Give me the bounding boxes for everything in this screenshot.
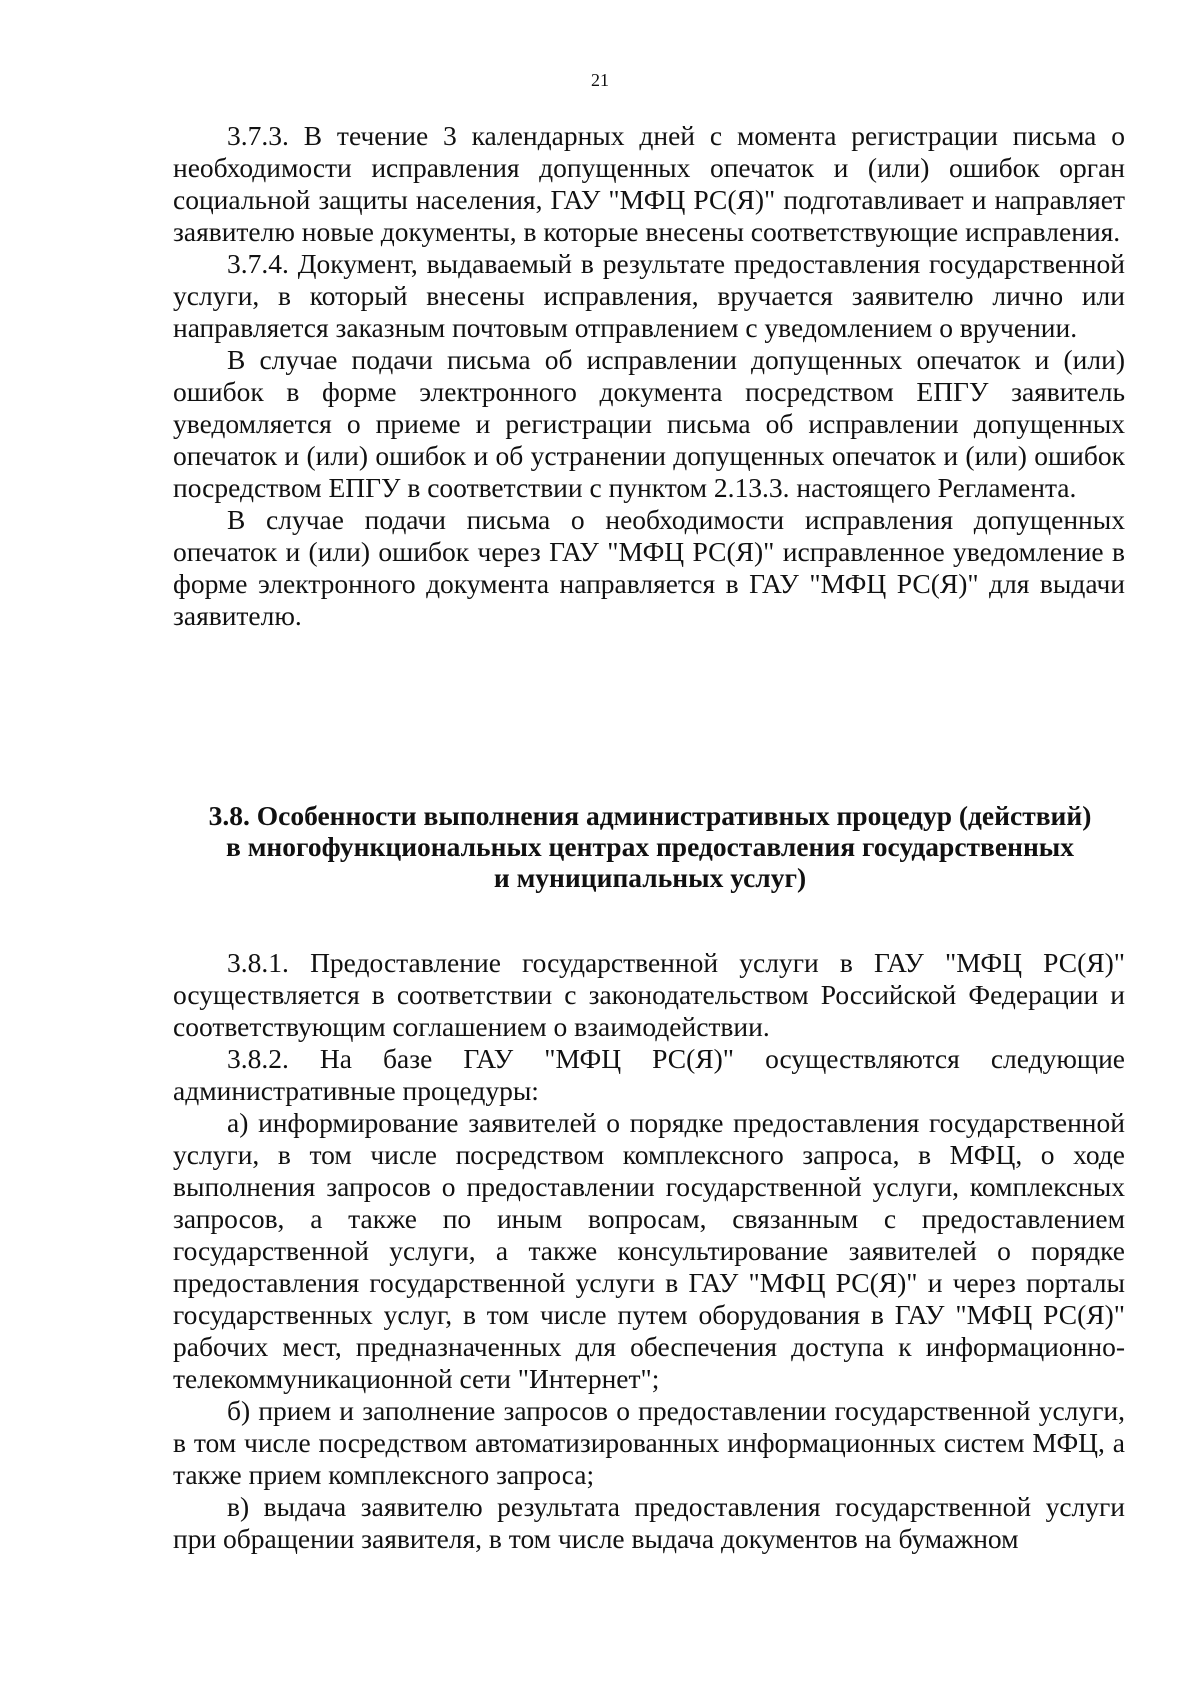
list-item-b: б) прием и заполнение запросов о предоставлении государственной услуги, в том числе посредством автоматизированных информационных систем МФЦ, а также прием комплексного запроса;: [173, 1395, 1125, 1490]
paragraph-mfc-correction: В случае подачи письма о необходимости исправления допущенных опечаток и (или) ошибок через ГАУ "МФЦ РС(Я)" исправленное уведомление в форме электронного документа направляется в ГАУ "МФЦ РС(Я)" для выдачи заявителю.: [173, 504, 1125, 631]
paragraph-3-8-1: 3.8.1. Предоставление государственной услуги в ГАУ "МФЦ РС(Я)" осуществляется в соответствии с законодательством Российской Федерации и соответствующим соглашением о взаимодействии.: [173, 947, 1125, 1042]
section-heading-3-8: [160, 800, 1140, 893]
list-item-v: в) выдача заявителю результата предоставления государственной услуги при обращении заявителя, в том числе выдача документов на бумажном: [173, 1491, 1125, 1554]
text-block-before-heading: [173, 120, 1125, 632]
paragraph-3-8-2: 3.8.2. На базе ГАУ "МФЦ РС(Я)" осуществляются следующие административные процедуры:: [173, 1043, 1125, 1106]
paragraph-epgu-notification: В случае подачи письма об исправлении допущенных опечаток и (или) ошибок в форме электронного документа посредством ЕПГУ заявитель уведомляется о приеме и регистрации письма об исправлении допущенных опечаток и (или) ошибок и об устранении допущенных опечаток и (или) ошибок посредством ЕПГУ в соответствии с пунктом 2.13.3. настоящего Регламента.: [173, 344, 1125, 503]
paragraph-3-7-4: 3.7.4. Документ, выдаваемый в результате предоставления государственной услуги, в который внесены исправления, вручается заявителю лично или направляется заказным почтовым отправлением с уведомлением о вручении.: [173, 248, 1125, 343]
paragraph-3-7-3: 3.7.3. В течение 3 календарных дней с момента регистрации письма о необходимости исправления допущенных опечаток и (или) ошибок орган социальной защиты населения, ГАУ "МФЦ РС(Я)" подготавливает и направляет заявителю новые документы, в которые внесены соответствующие исправления.: [173, 120, 1125, 247]
page-number: 21: [591, 70, 609, 90]
list-item-a: а) информирование заявителей о порядке предоставления государственной услуги, в том числе посредством комплексного запроса, в МФЦ, о ходе выполнения запросов о предоставлении государственной услуги, комплексных запросов, а также по иным вопросам, связанным с предоставлением государственной услуги, а также консультирование заявителей о порядке предоставления государственной услуги в ГАУ "МФЦ РС(Я)" и через порталы государственных услуг, в том числе путем оборудования в ГАУ "МФЦ РС(Я)" рабочих мест, предназначенных для обеспечения доступа к информационно-телекоммуникационной сети "Интернет";: [173, 1107, 1125, 1394]
section-heading-line: 3.8. Особенности выполнения административных процедур (действий): [208, 800, 1092, 831]
section-heading-line: и муниципальных услуг): [493, 862, 807, 893]
text-block-after-heading: [173, 947, 1125, 1555]
section-heading-line: в многофункциональных центрах предоставления государственных: [225, 831, 1075, 862]
